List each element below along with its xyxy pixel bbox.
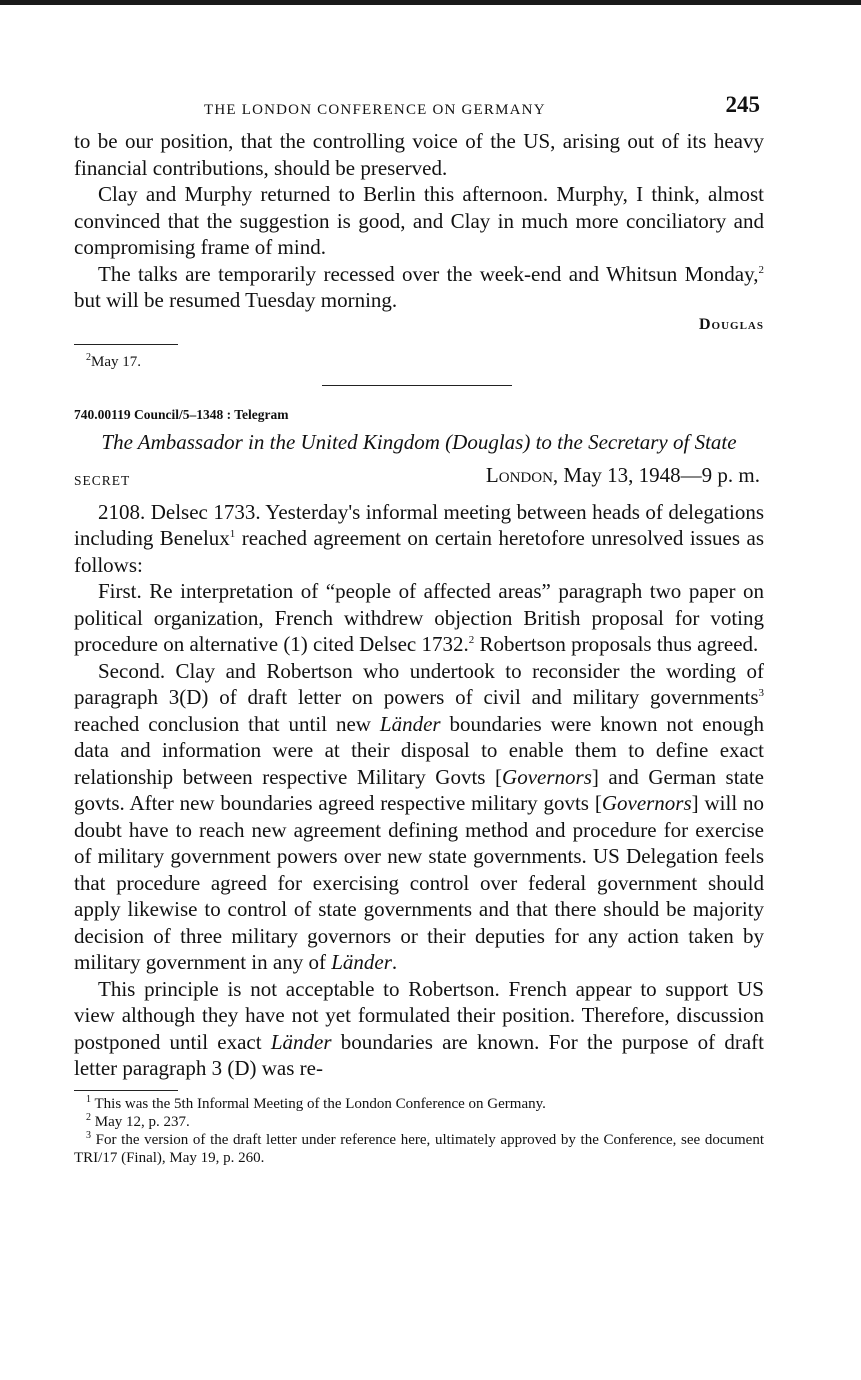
footnote-3: [74, 1131, 764, 1167]
footnote-mark: 2: [86, 351, 91, 363]
italic-term: Länder: [270, 1029, 332, 1054]
prev-doc-paragraph-3: [74, 261, 764, 314]
italic-term: Länder: [379, 711, 441, 736]
footnote-text: May 12, p. 237.: [94, 1113, 190, 1130]
text-run: The talks are temporarily recessed over the week-end and Whitsun Monday,: [98, 261, 759, 286]
dateline: [486, 463, 760, 488]
signature: Douglas: [698, 315, 764, 333]
footnote-text: This was the 5th Informal Meeting of the London Conference on Germany.: [94, 1095, 546, 1112]
italic-term: Governors: [601, 791, 692, 815]
dateline-place: London: [485, 462, 553, 487]
text-run: 2108. Delsec 1733. Yesterday's informal meeting between heads of delegations including Benelux: [74, 499, 764, 550]
text-run: boundaries were known not enough data and information were at their disposal to enable them to define exact relationship between respective Military Govts [: [74, 711, 764, 789]
page-header: [74, 92, 764, 128]
page-body: [74, 92, 764, 1167]
text-run: boundaries are known. For the purpose of draft letter paragraph 3 (D) was re-: [74, 1029, 764, 1080]
italic-term: Länder: [331, 950, 392, 974]
footnote-prev-2: [74, 353, 764, 371]
footnote-mark: 2: [86, 1111, 91, 1123]
classification: SECRET: [74, 472, 131, 488]
footnote-2: [74, 1113, 764, 1131]
dateline-date: , May 13, 1948—9 p. m.: [552, 462, 760, 487]
footnote-ref: 1: [229, 528, 236, 540]
text-run: reached conclusion that until new: [74, 711, 380, 736]
text-run: but will be resumed Tuesday morning.: [74, 288, 398, 312]
page-number: 245: [725, 92, 760, 117]
text-run: Second. Clay and Robertson who undertook to reconsider the wording of paragraph 3(D) of draft letter on powers of civil and military governments: [74, 658, 764, 709]
running-head: THE LONDON CONFERENCE ON GERMANY: [204, 102, 546, 118]
paragraph-second: [74, 658, 764, 976]
text-run: This principle is not acceptable to Robertson. French appear to support US view although they have not yet formulated their position. Therefore, discussion postponed until exact: [74, 976, 764, 1054]
text-run: ] and German state govts. After new boundaries agreed respective military govts [: [74, 764, 764, 815]
paragraph-first: [74, 578, 764, 658]
text-run: ] will no doubt have to reach new agreement defining method and procedure for exercise of military government powers over new state governments. US Delegation feels that procedure agreed for exercising control over federal government should apply likewise to control of state governments and that there should be majority decision of three military governors or their deputies for any action taken by military government in any of: [74, 791, 764, 974]
footnote-mark: 1: [86, 1093, 91, 1105]
footnote-1: [74, 1095, 764, 1113]
footnote-text: May 17.: [91, 353, 141, 370]
top-edge-bar: [0, 0, 861, 5]
paragraph-principle: [74, 976, 764, 1082]
prev-doc-paragraph-2: Clay and Murphy returned to Berlin this afternoon. Murphy, I think, almost convinced that the suggestion is good, and Clay in much more conciliatory and compromising frame of mind.: [74, 182, 764, 259]
text-run: .: [391, 950, 398, 974]
text-run: First. Re interpretation of “people of affected areas” paragraph two paper on political organization, French withdrew objection British proposal for voting procedure on alternative (1) cited Delsec 1732.: [74, 579, 764, 656]
footnote-ref: 2: [758, 263, 764, 276]
paragraph-opening: [74, 499, 764, 579]
file-number: 740.00119 Council/5–1348 : Telegram: [74, 406, 289, 422]
text-run: reached agreement on certain heretofore unresolved issues as follows:: [74, 526, 764, 577]
footnote-text: For the version of the draft letter under reference here, ultimately approved by the Conference, see document TRI/17 (Final), May 19, p. 260.: [74, 1131, 764, 1166]
text-run: Robertson proposals thus agreed.: [474, 632, 759, 656]
document-title: The Ambassador in the United Kingdom (Douglas) to the Secretary of State: [101, 429, 737, 454]
classification-line: [74, 463, 764, 493]
footnote-ref: 3: [758, 687, 764, 699]
prev-doc-paragraph-1: to be our position, that the controlling voice of the US, arising out of its heavy financial contributions, should be preserved.: [74, 129, 764, 180]
footnote-mark: 3: [86, 1129, 91, 1141]
italic-term: Governors: [502, 764, 592, 789]
footnote-ref: 2: [468, 634, 475, 646]
